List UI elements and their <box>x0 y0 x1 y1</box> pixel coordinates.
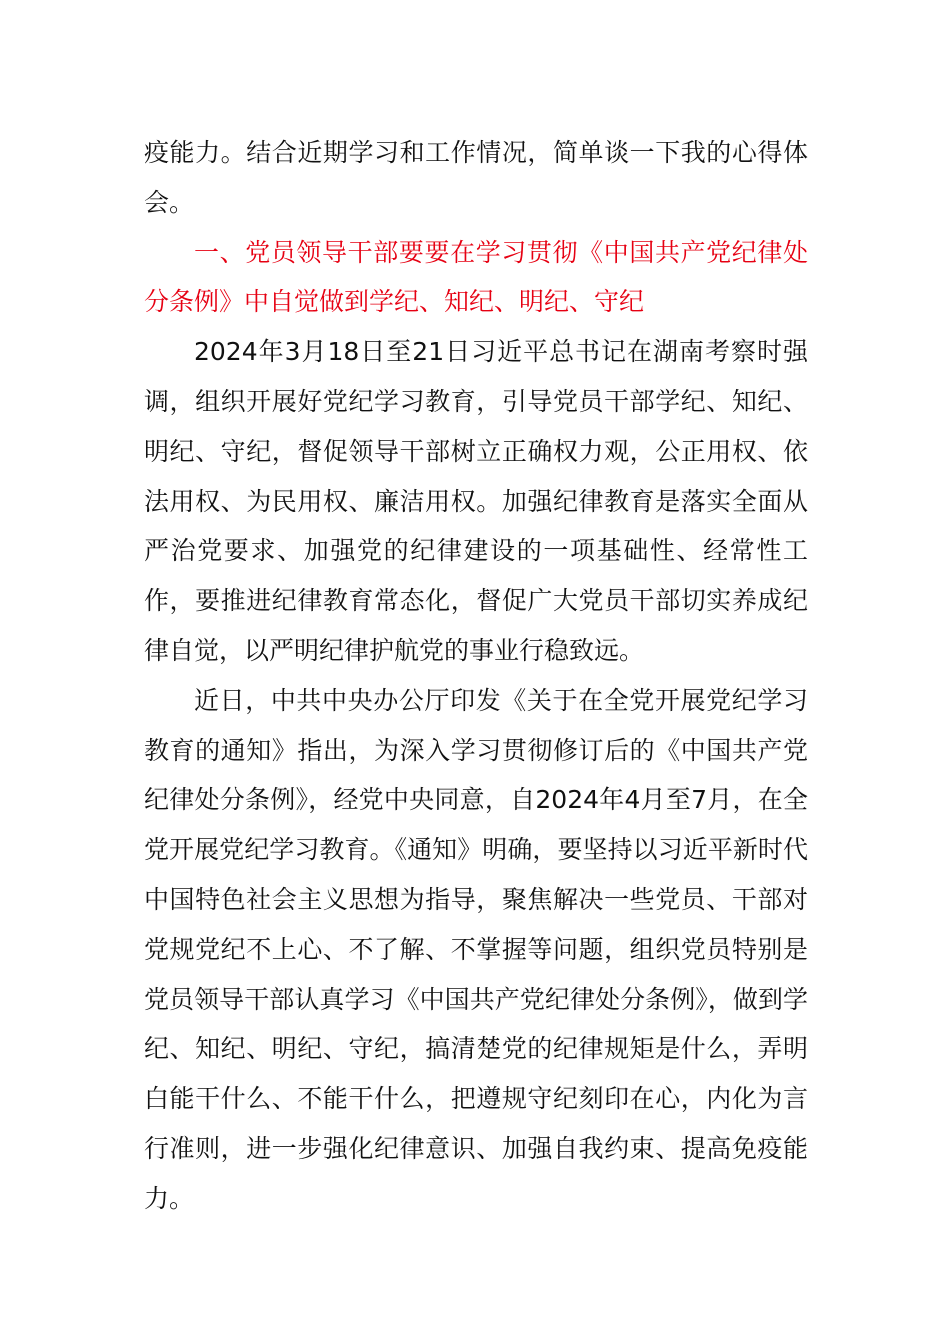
paragraph-continuation: 疫能力。结合近期学习和工作情况，简单谈一下我的心得体会。 <box>144 138 808 217</box>
paragraph-central-notice: 近日，中共中央办公厅印发《关于在全党开展党纪学习教育的通知》指出，为深入学习贯彻修订后的《中国共产党纪律处分条例》，经党中央同意，自2024年4月至7月，在全党开展党纪学习教育。《通知》明确，要坚持以习近平新时代中国特色社会主义思想为指导，聚焦解决一些党员、干部对党规党纪不上心、不了解、不掌握等问题，组织党员特别是党员领导干部认真学习《中国共产党纪律处分条例》，做到学纪、知纪、明纪、守纪，搞清楚党的纪律规矩是什么，弄明白能干什么、不能干什么，把遵规守纪刻印在心，内化为言行准则，进一步强化纪律意识、加强自我约束、提高免疫能力。 <box>144 685 808 1213</box>
paragraph-hunan-inspection: 2024年3月18日至21日习近平总书记在湖南考察时强调，组织开展好党纪学习教育，引导党员干部学纪、知纪、明纪、守纪，督促领导干部树立正确权力观，公正用权、依法用权、为民用权、廉洁用权。加强纪律教育是落实全面从严治党要求、加强党的纪律建设的一项基础性、经常性工作，要推进纪律教育常态化，督促广大党员干部切实养成纪律自觉，以严明纪律护航党的事业行稳致远。 <box>144 337 808 665</box>
document-body <box>144 128 808 1224</box>
section-heading-1: 一、党员领导干部要要在学习贯彻《中国共产党纪律处分条例》中自觉做到学纪、知纪、明纪、守纪 <box>144 237 808 317</box>
